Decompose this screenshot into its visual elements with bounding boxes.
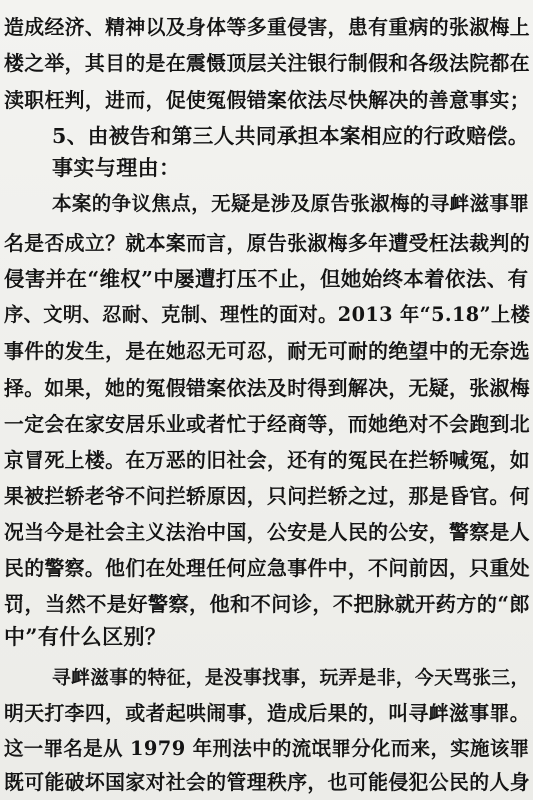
text-line: 名是否成立？就本案而言，原告张淑梅多年遭受枉法裁判的 bbox=[4, 231, 530, 255]
text-line: 择。如果，她的冤假错案依法及时得到解决，无疑，张淑梅 bbox=[4, 376, 530, 400]
text-line: 这一罪名是从 1979 年刑法中的流氓罪分化而来，实施该罪 bbox=[4, 737, 530, 760]
text-line: 楼之举，其目的是在震慑顶层关注银行制假和各级法院都在 bbox=[4, 51, 530, 75]
text-line: 渎职枉判，进而，促使冤假错案依法尽快解决的善意事实； bbox=[4, 88, 530, 112]
text-line: 5、由被告和第三人共同承担本案相应的行政赔偿。 bbox=[52, 124, 529, 148]
text-line: 京冒死上楼。在万恶的旧社会，还有的冤民在拦轿喊冤，如 bbox=[4, 448, 530, 472]
text-line: 况当今是社会主义法治中国，公安是人民的公安，警察是人 bbox=[4, 520, 530, 544]
text-line: 侵害并在“维权”中屡遭打压不止，但她始终本着依法、有 bbox=[4, 267, 529, 291]
text-line: 罚，当然不是好警察，他和不问诊，不把脉就开药方的“郎 bbox=[4, 592, 530, 616]
text-line: 民的警察。他们在处理任何应急事件中，不问前因，只重处 bbox=[4, 556, 530, 580]
text-line: 果被拦轿老爷不问拦轿原因，只问拦轿之过，那是昏官。何 bbox=[4, 484, 530, 508]
text-line: 既可能破坏国家对社会的管理秩序，也可能侵犯公民的人身 bbox=[4, 770, 530, 794]
text-line: 明天打李四，或者起哄闹事，造成后果的，叫寻衅滋事罪。 bbox=[4, 701, 530, 725]
text-line: 本案的争议焦点，无疑是涉及原告张淑梅的寻衅滋事罪 bbox=[52, 192, 530, 215]
text-line: 寻衅滋事的特征，是没事找事，玩弄是非，今天骂张三， bbox=[52, 667, 530, 689]
text-line: 序、文明、忍耐、克制、理性的面对。2013 年“5.18”上楼 bbox=[4, 303, 531, 326]
text-line: 中”有什么区别？ bbox=[4, 624, 167, 649]
text-line: 造成经济、精神以及身体等多重侵害，患有重病的张淑梅上 bbox=[4, 15, 530, 39]
text-line: 事件的发生，是在她忍无可忍，耐无可耐的绝望中的无奈选 bbox=[4, 339, 530, 363]
section-heading: 事实与理由： bbox=[52, 155, 181, 180]
text-line: 一定会在家安居乐业或者忙于经商等，而她绝对不会跑到北 bbox=[4, 412, 530, 436]
